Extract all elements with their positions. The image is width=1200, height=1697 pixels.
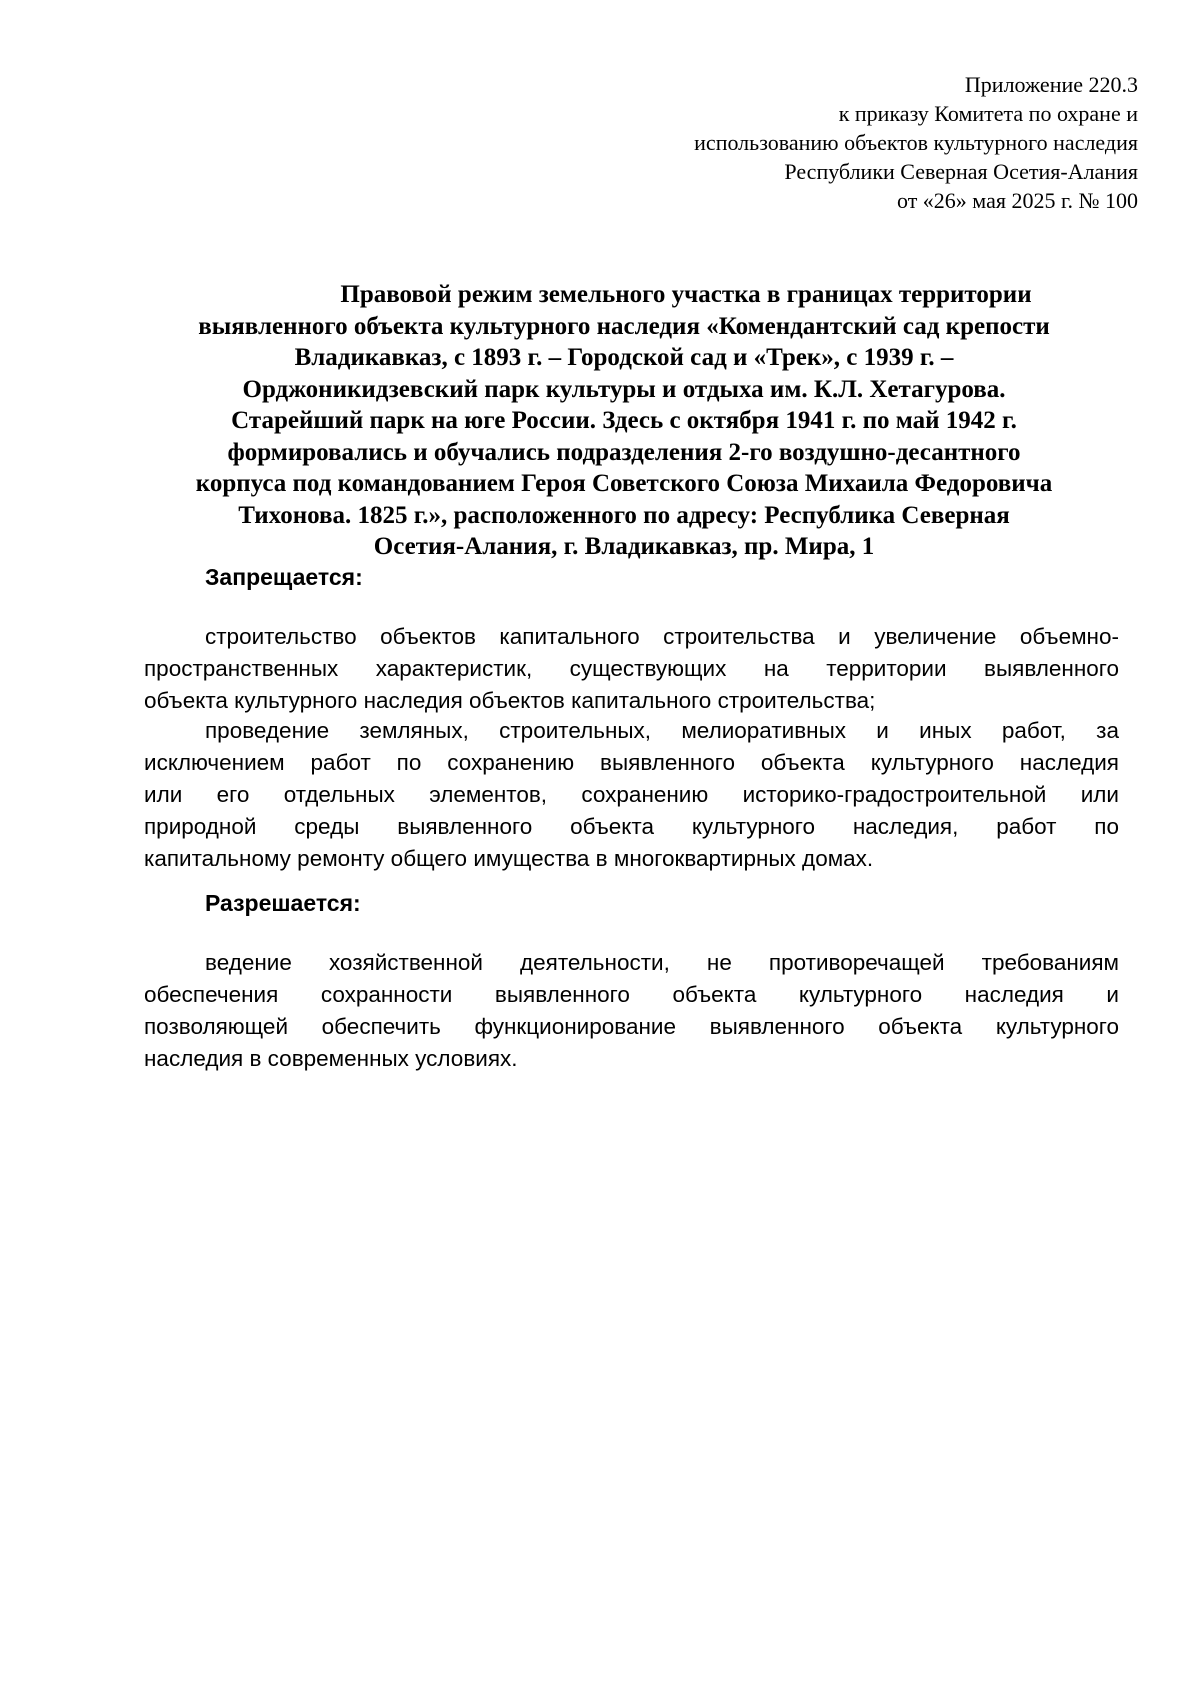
title-line: Тихонова. 1825 г.», расположенного по адресу: Республика Северная <box>238 501 1010 529</box>
paragraph-line: исключением работ по сохранению выявленного объекта культурного наследия <box>144 750 1119 775</box>
prohibited-paragraph-construction <box>144 621 1119 717</box>
paragraph-line: объекта культурного наследия объектов капитального строительства; <box>144 688 876 713</box>
title-line: Осетия-Алания, г. Владикавказ, пр. Мира, 1 <box>373 533 875 560</box>
prohibited-heading: Запрещается: <box>205 564 363 590</box>
paragraph-line: обеспечения сохранности выявленного объекта культурного наследия и <box>144 982 1119 1007</box>
document-title <box>138 279 1110 563</box>
paragraph-line: ведение хозяйственной деятельности, не противоречащей требованиям <box>205 950 1119 975</box>
paragraph-line: позволяющей обеспечить функционирование выявленного объекта культурного <box>144 1014 1119 1039</box>
appendix-order-reference: к приказу Комитета по охране и <box>838 101 1138 126</box>
appendix-number: Приложение 220.3 <box>964 72 1138 97</box>
paragraph-line: капитальному ремонту общего имущества в многоквартирных домах. <box>144 846 874 871</box>
title-line: формировались и обучались подразделения 2-го воздушно-десантного <box>227 438 1021 466</box>
title-line: Правовой режим земельного участка в границах территории <box>340 281 1032 308</box>
paragraph-line: пространственных характеристик, существующих на территории выявленного <box>144 656 1119 681</box>
appendix-order-date-number: от «26» мая 2025 г. № 100 <box>896 188 1138 213</box>
title-line: Владикавказ, с 1893 г. – Городской сад и «Трек», с 1939 г. – <box>294 344 954 371</box>
title-line: выявленного объекта культурного наследия «Комендантский сад крепости <box>198 312 1050 340</box>
title-line: Орджоникидзевский парк культуры и отдыха им. К.Л. Хетагурова. <box>242 375 1006 403</box>
allowed-paragraph-activity <box>144 947 1119 1075</box>
prohibited-paragraph-works <box>144 715 1119 875</box>
allowed-heading: Разрешается: <box>205 890 361 916</box>
paragraph-line: строительство объектов капитального строительства и увеличение объемно- <box>205 624 1119 649</box>
appendix-committee-name: использованию объектов культурного наследия <box>694 130 1138 155</box>
appendix-header <box>578 70 1138 215</box>
appendix-republic-name: Республики Северная Осетия-Алания <box>784 159 1138 184</box>
paragraph-line: природной среды выявленного объекта культурного наследия, работ по <box>144 814 1119 839</box>
title-line: Старейший парк на юге России. Здесь с октября 1941 г. по май 1942 г. <box>231 407 1017 434</box>
paragraph-line: проведение земляных, строительных, мелиоративных и иных работ, за <box>205 718 1119 743</box>
paragraph-line: наследия в современных условиях. <box>144 1046 518 1071</box>
paragraph-line: или его отдельных элементов, сохранению историко-градостроительной или <box>144 782 1119 807</box>
title-line: корпуса под командованием Героя Советского Союза Михаила Федоровича <box>195 470 1053 497</box>
